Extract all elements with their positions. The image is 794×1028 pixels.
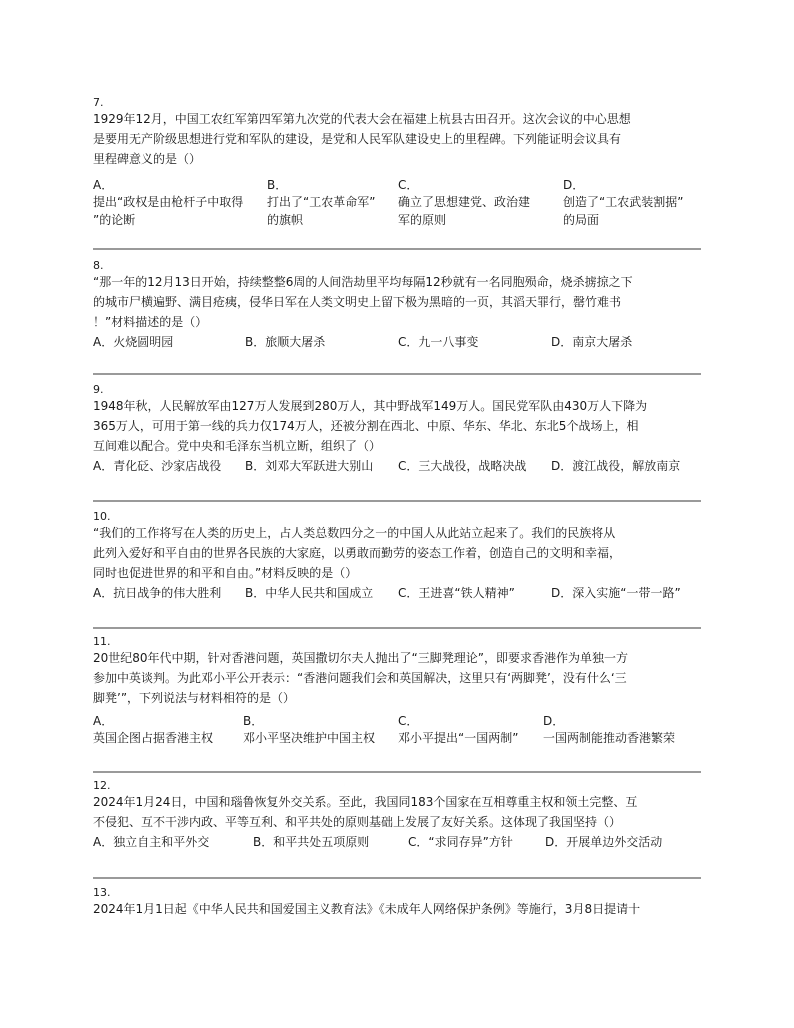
question-stem-line: 20世纪80年代中期，针对香港问题，英国撒切尔夫人抛出了“三脚凳理论”，即要求香港作为单独一方 [93,651,628,665]
question-divider [93,771,701,773]
question-stem-line: 1948年秋，人民解放军由127万人发展到280万人，其中野战军149万人。国民党军队由430万人下降为 [93,399,648,413]
option-a[interactable] [93,178,243,229]
option-b[interactable]: B．旅顺大屠杀 [245,335,326,349]
question-stem-line: 参加中英谈判。为此邓小平公开表示：“香港问题我们会和英国解决，这里只有‘两脚凳’，没有什么‘三 [93,671,627,685]
option-text-line: 一国两制能推动香港繁荣 [543,731,676,745]
option-c[interactable] [398,714,518,747]
option-text-line: 邓小平坚决维护中国主权 [243,731,376,745]
option-c[interactable]: C．九一八事变 [398,335,479,349]
option-letter: B． [267,178,288,192]
question-number: 7. [93,96,104,109]
question-number: 9. [93,383,104,396]
option-a[interactable]: A．青化砭、沙家店战役 [93,459,222,473]
option-d[interactable] [543,714,675,747]
option-d[interactable]: D．深入实施“一带一路” [551,586,681,600]
question-stem-line: 365万人，可用于第一线的兵力仅174万人，还被分割在西北、中原、华东、华北、东北5个战场上，相 [93,419,639,433]
question-stem-line: 脚凳’”，下列说法与材料相符的是（） [93,691,296,705]
option-text-line: 提出“政权是由枪杆子中取得 [93,195,244,209]
option-b[interactable] [267,178,375,229]
question-8 [93,258,701,352]
option-letter: D． [563,178,585,192]
option-letter: A． [93,714,114,728]
options-row [93,832,701,852]
option-b[interactable]: B．刘邓大军跃进大别山 [245,459,374,473]
option-d[interactable] [563,178,683,229]
question-number: 10. [93,510,111,523]
options-row [93,583,701,603]
option-d[interactable]: D．南京大屠杀 [551,335,633,349]
option-letter: C． [398,178,419,192]
option-text-line: 确立了思想建党、政治建 [398,195,531,209]
question-9 [93,382,701,476]
question-stem-line: 里程碑意义的是（） [93,152,202,166]
option-letter: D． [543,714,565,728]
question-number: 11. [93,635,111,648]
question-stem-line: “那一年的12月13日开始，持续整整6周的人间浩劫里平均每隔12秒就有一名同胞殒命，烧杀掳掠之下 [93,275,633,289]
option-b[interactable] [243,714,375,747]
option-c[interactable]: C．三大战役，战略决战 [398,459,527,473]
option-b[interactable]: B．和平共处五项原则 [253,835,370,849]
question-divider [93,373,701,375]
question-stem-line: ！”材料描述的是（） [93,315,208,329]
option-text-line: ”的论断 [93,213,136,227]
options-grid [93,714,701,748]
option-b[interactable]: B．中华人民共和国成立 [245,586,374,600]
option-c[interactable]: C．王进喜“铁人精神” [398,586,515,600]
question-stem-line: 不侵犯、互不干涉内政、平等互利、和平共处的原则基础上发展了友好关系。这体现了我国坚持（） [93,815,622,829]
question-stem-line: 的城市尸横遍野、满目疮痍，侵华日军在人类文明史上留下极为黑暗的一页，其滔天罪行，罄竹难书 [93,295,622,309]
option-c[interactable]: C．“求同存异”方针 [408,835,513,849]
options-row [93,332,701,352]
option-a[interactable]: A．抗日战争的伟大胜利 [93,586,222,600]
question-12 [93,778,701,852]
option-d[interactable]: D．开展单边外交活动 [545,835,663,849]
options-grid [93,178,701,228]
option-a[interactable] [93,714,213,747]
option-letter: A． [93,178,114,192]
option-text-line: 军的原则 [398,213,447,227]
question-number: 8. [93,259,104,272]
option-letter: B． [243,714,264,728]
question-divider [93,248,701,250]
question-divider [93,877,701,879]
question-stem-line: 2024年1月24日，中国和瑙鲁恢复外交关系。至此，我国同183个国家在互相尊重主权和领土完整、互 [93,795,638,809]
question-divider [93,627,701,629]
option-a[interactable]: A．火烧圆明园 [93,335,174,349]
question-10 [93,509,701,603]
question-13 [93,885,701,919]
option-letter: C． [398,714,419,728]
option-a[interactable]: A．独立自主和平外交 [93,835,210,849]
option-text-line: 邓小平提出“一国两制” [398,731,519,745]
question-stem-line: 1929年12月，中国工农红军第四军第九次党的代表大会在福建上杭县古田召开。这次会议的中心思想 [93,112,631,126]
question-stem-line: 互间难以配合。党中央和毛泽东当机立断，组织了（） [93,439,382,453]
question-stem-line: “我们的工作将写在人类的历史上，占人类总数四分之一的中国人从此站立起来了。我们的民族将从 [93,526,616,540]
option-text-line: 打出了“工农革命军” [267,195,376,209]
options-row [93,456,701,476]
question-number: 12. [93,779,111,792]
question-11 [93,634,701,748]
question-stem-line: 是要用无产阶级思想进行党和军队的建设，是党和人民军队建设史上的里程碑。下列能证明会议具有 [93,132,622,146]
option-text-line: 的局面 [563,213,600,227]
option-c[interactable] [398,178,530,229]
question-number: 13. [93,886,111,899]
question-stem-line: 同时也促进世界的和平和自由。”材料反映的是（） [93,566,358,580]
question-stem-line: 此列入爱好和平自由的世界各民族的大家庭，以勇敢而勤劳的姿态工作着，创造自己的文明和幸福， [93,546,622,560]
option-text-line: 的旗帜 [267,213,304,227]
question-divider [93,500,701,502]
option-d[interactable]: D．渡江战役，解放南京 [551,459,681,473]
question-7 [93,95,701,228]
option-text-line: 创造了“工农武装割据” [563,195,684,209]
option-text-line: 英国企图占据香港主权 [93,731,214,745]
question-stem-line: 2024年1月1日起《中华人民共和国爱国主义教育法》《未成年人网络保护条例》等施行，3月8日提请十 [93,902,641,916]
